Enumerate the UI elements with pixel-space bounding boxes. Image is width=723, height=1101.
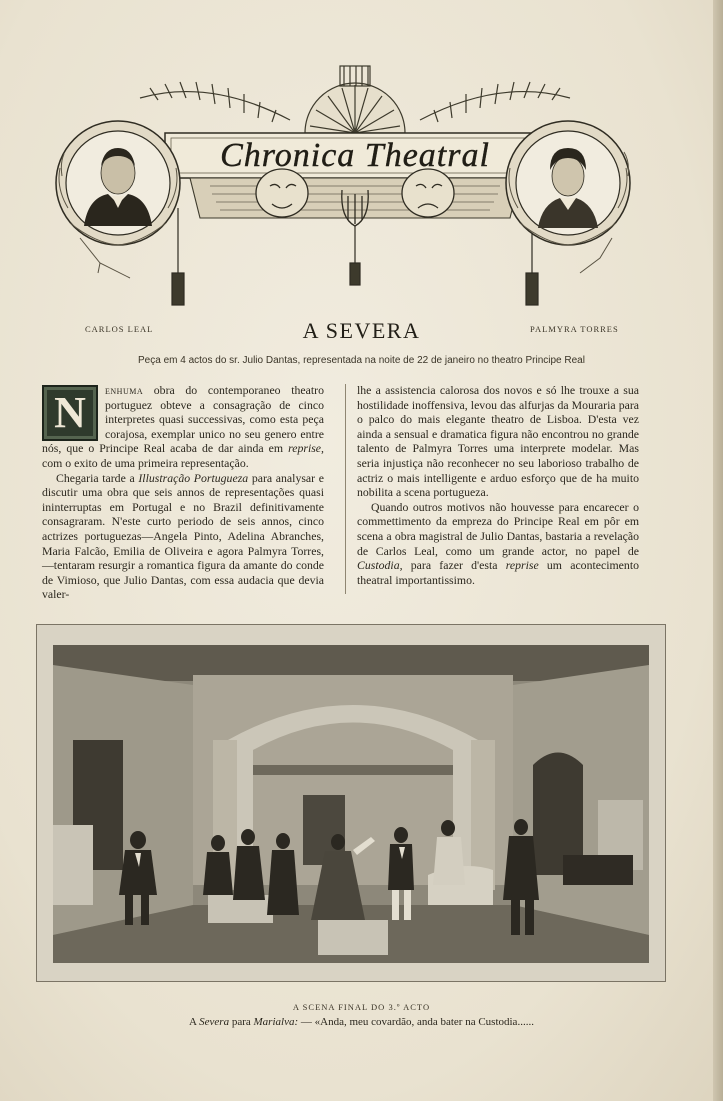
ornamental-header: [40, 58, 670, 320]
caption-marialva: Marialva:: [253, 1016, 299, 1028]
paragraph-4-mid: para fazer d'esta: [402, 558, 506, 573]
paragraph-4-end: um acontecimento theatral importantissimo.: [357, 558, 639, 587]
paragraph-2-emphasis: Illustração Portugueza: [138, 470, 249, 485]
stage-scene-image: [53, 645, 649, 963]
paragraph-4-start: Quando outros motivos não houvesse para encarecer o commettimento da empreza do Principe Real em pôr em scena a obra magistral de Julio Dantas, bastaria a revelação de Carlos Leal, como um grande actor, no papel de: [357, 499, 639, 558]
paragraph-4-emphasis-2: reprise: [505, 558, 539, 573]
paragraph-1: [42, 383, 324, 471]
lead-word: enhuma: [105, 383, 144, 397]
dropcap-initial: N: [42, 385, 98, 441]
paragraph-2: [42, 471, 324, 602]
portrait-label-palmyra-torres: PALMYRA TORRES: [530, 324, 619, 334]
paragraph-2-text: para analysar e discutir uma obra que seis annos de representações quasi ininterruptas em Portugal e no Brazil definitivamente consagraram. N'este curto periodo de seis annos, cinco actrizes portuguezas—Angela Pinto, Adelina Abranches, Maria Falcão, Emilia de Oliveira e agora Palmyra Torres, —tentaram resurgir a romantica figura da amante do conde de Vimioso, que Julio Dantas, com essa audacia que devia valer-: [42, 470, 324, 602]
article-title: A SEVERA: [302, 318, 421, 343]
caption-prefix: A: [189, 1016, 200, 1028]
caption-mid: para: [229, 1016, 254, 1028]
photo-caption: [0, 1016, 723, 1028]
text-column-left: [42, 383, 324, 602]
text-column-right: [357, 383, 639, 587]
paragraph-4-emphasis-1: Custodia,: [357, 558, 403, 573]
column-divider: [345, 384, 346, 594]
article-subtitle: Peça em 4 actos do sr. Julio Dantas, representada na noite de 22 de janeiro no theatro Principe Real: [138, 355, 585, 366]
stage-photograph: [53, 645, 649, 963]
page-binding-edge: [713, 0, 723, 1101]
paragraph-3: lhe a assistencia calorosa dos novos e só lhe trouxe a sua hostilidade inoffensiva, levou das alfurjas da Mouraria para o palco do mais elegante theatro de Lisboa. D'esta vez ainda a sensual e dramatica figura não encontrou no grande talento de Palmyra Torres uma interprete modelar. Mas seria injustiça não reconhecer no seu laborioso trabalho de actriz o mais intelligente e arduo esforço que de ha muito nobilita a scena portugueza.: [357, 383, 639, 500]
photo-caption-heading: A SCENA FINAL DO 3.º ACTO: [292, 1002, 431, 1012]
header-illustration: [40, 58, 670, 320]
paragraph-4: [357, 500, 639, 588]
portrait-label-carlos-leal: CARLOS LEAL: [85, 324, 154, 334]
caption-severa: Severa: [199, 1016, 230, 1028]
paragraph-1-text: obra do contemporaneo theatro portuguez obteve a consagração de cinco interpretes quasi successivas, como esta peça corajosa, exemplar unico no seu genero entre nós, que o Principe Real acaba de dar ainda em: [42, 383, 324, 456]
paragraph-2-start: Chegaria tarde a: [56, 470, 139, 485]
caption-quote: — «Anda, meu covardão, anda bater na Custodia......: [298, 1016, 534, 1028]
paragraph-1-emphasis: reprise,: [288, 441, 324, 456]
stage-photograph-frame: [36, 624, 666, 982]
header-title: Chronica Theatral: [220, 137, 490, 174]
paragraph-1-end: com o exito de uma primeira representação.: [42, 455, 249, 470]
